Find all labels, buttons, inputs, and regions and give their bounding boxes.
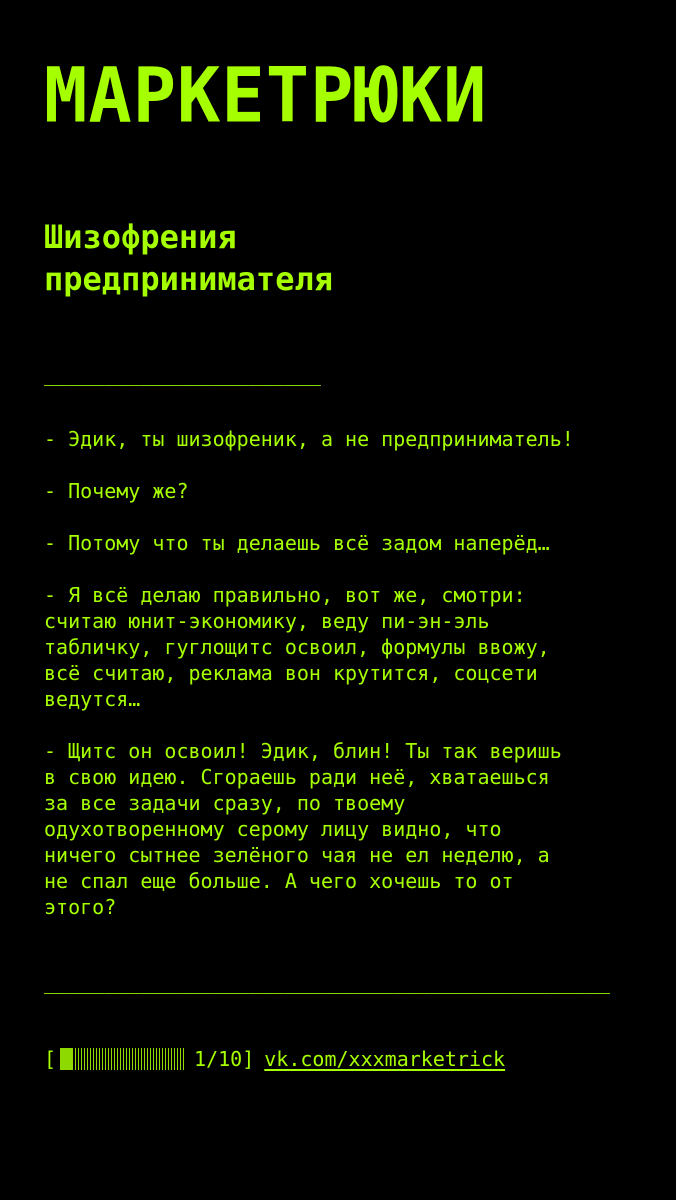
- divider-bottom: _______________________________________________: [44, 970, 610, 994]
- vk-link[interactable]: vk.com/xxxmarketrick: [264, 1047, 506, 1071]
- progress-bar: [60, 1048, 186, 1070]
- dialog-line: - Эдик, ты шизофреник, а не предприниматель!: [44, 427, 574, 451]
- subtitle-line-1: Шизофрения: [44, 218, 237, 256]
- progress-open-bracket: [: [44, 1047, 57, 1071]
- post-subtitle: [44, 216, 333, 300]
- brand-title: МАРКЕТРЮКИ: [44, 51, 488, 140]
- subtitle-line-2: предпринимателя: [44, 260, 333, 298]
- dialog-line: - Потому что ты делаешь всё задом наперёд…: [44, 531, 550, 555]
- divider-top: _______________________: [44, 362, 321, 386]
- dialog-text: [44, 426, 644, 946]
- dialog-line: - Почему же?: [44, 479, 189, 503]
- dialog-line: - Я всё делаю правильно, вот же, смотри: считаю юнит-экономику, веду пи-эн-эль табличку, гуглощитс освоил, формулы ввожу, всё считаю, реклама вон крутится, соцсети ведутся…: [44, 583, 550, 711]
- footer-bar: [44, 1046, 505, 1072]
- progress-fill: [60, 1048, 73, 1070]
- dialog-line: - Щитс он освоил! Эдик, блин! Ты так веришь в свою идею. Сгораешь ради неё, хватаешься за все задачи сразу, по твоему одухотворенному серому лицу видно, что ничего сытнее зелёного чая не ел неделю, а не спал еще больше. А чего хочешь то от этого?: [44, 739, 562, 919]
- page-counter: 1/10]: [194, 1047, 255, 1071]
